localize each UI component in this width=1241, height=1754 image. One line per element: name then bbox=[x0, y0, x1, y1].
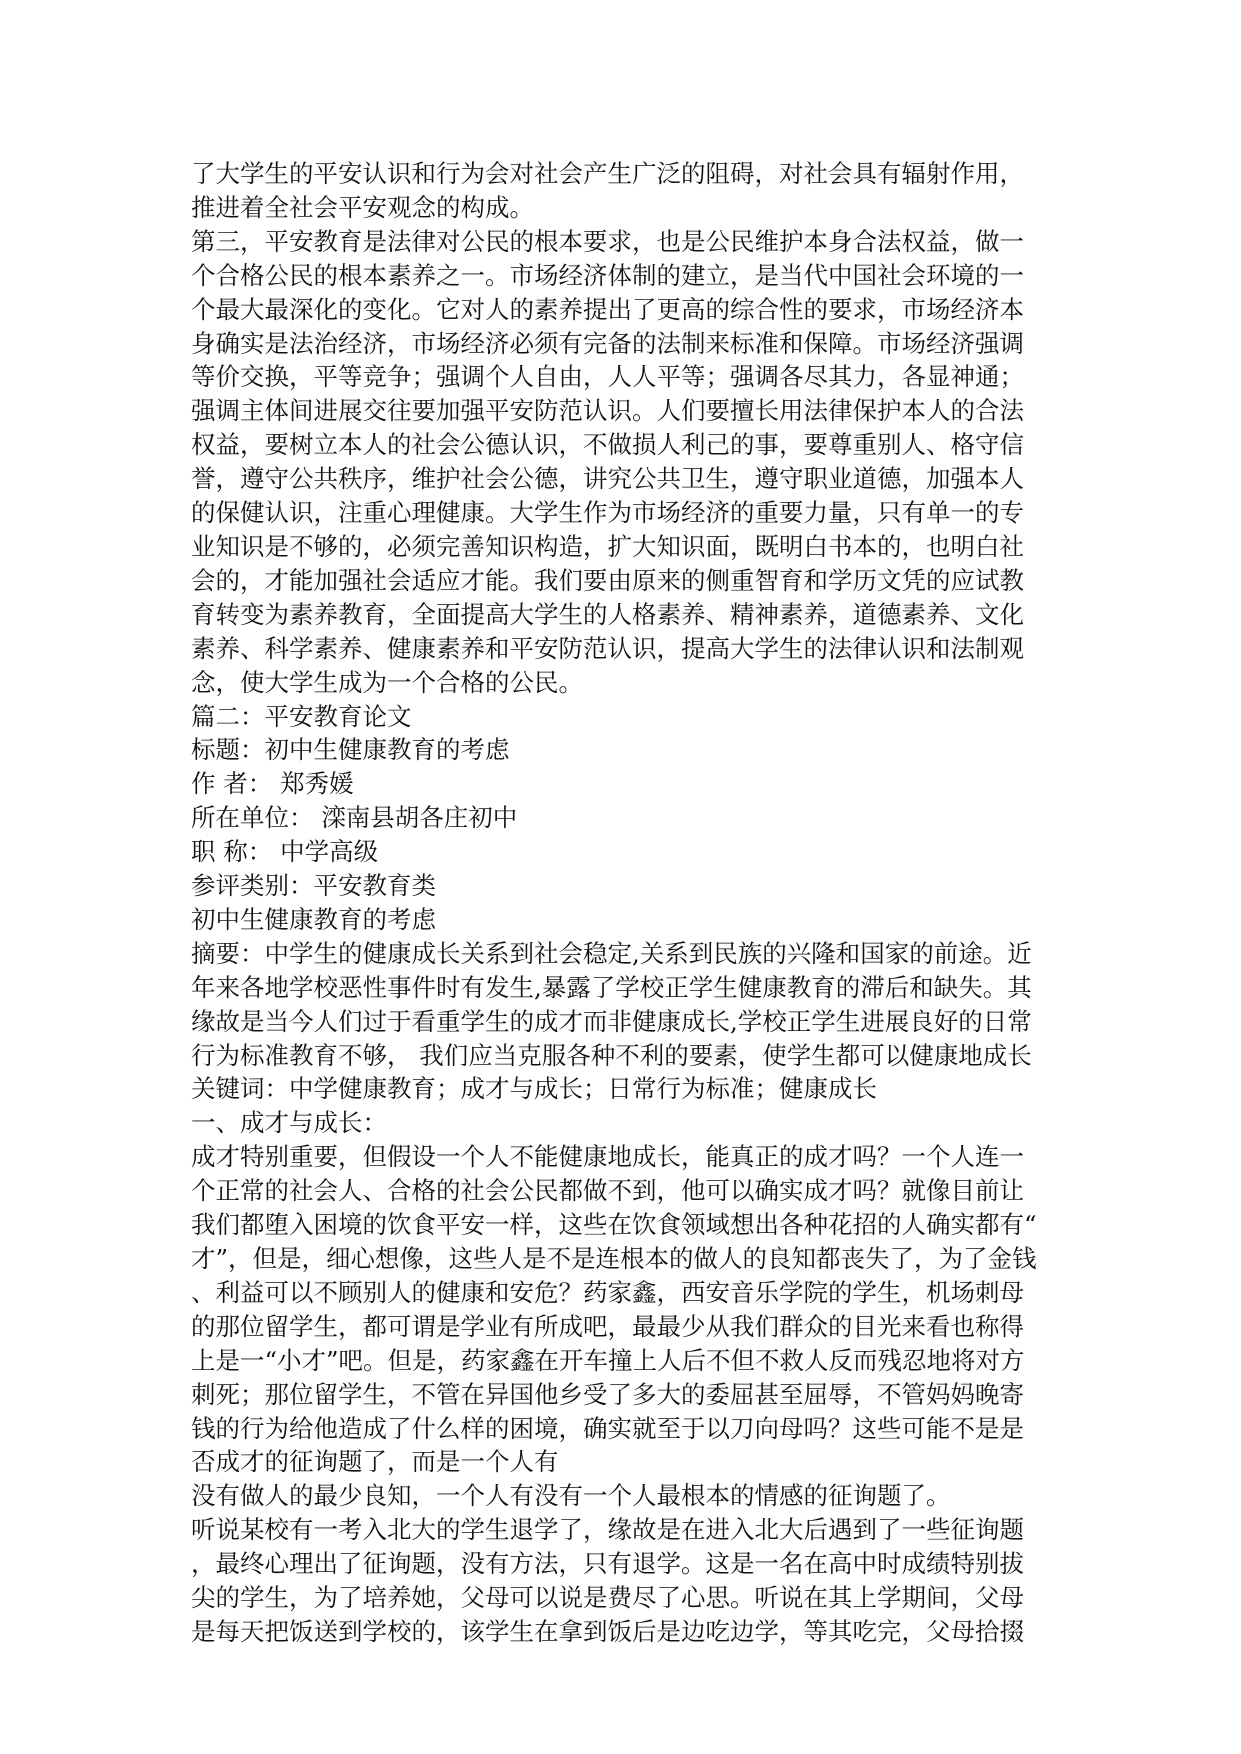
text-line: 参评类别：平安教育类 bbox=[191, 871, 436, 901]
text-line: 行为标准教育不够， 我们应当克服各种不利的要素，使学生都可以健康地成长 bbox=[191, 1040, 1032, 1070]
text-line: 没有做人的最少良知，一个人有没有一个人最根本的情感的征询题了。 bbox=[191, 1481, 951, 1511]
text-line: 个合格公民的根本素养之一。市场经济体制的建立，是当代中国社会环境的一 bbox=[191, 260, 1024, 290]
text-line: 强调主体间进展交往要加强平安防范认识。人们要擅长用法律保护本人的合法 bbox=[191, 396, 1024, 426]
text-line: 推进着全社会平安观念的构成。 bbox=[191, 192, 534, 222]
text-line: 篇二：平安教育论文 bbox=[191, 701, 412, 731]
text-line: 念，使大学生成为一个合格的公民。 bbox=[191, 667, 583, 697]
text-line: 个最大最深化的变化。它对人的素养提出了更高的综合性的要求，市场经济本 bbox=[191, 294, 1024, 324]
text-line: 等价交换，平等竞争；强调个人自由，人人平等；强调各尽其力，各显神通； bbox=[191, 362, 1024, 392]
text-line: 才”，但是，细心想像，这些人是不是连根本的做人的良知都丧失了，为了金钱 bbox=[191, 1244, 1037, 1273]
text-line: 所在单位： 滦南县胡各庄初中 bbox=[191, 803, 518, 833]
text-line: 标题：初中生健康教育的考虑 bbox=[191, 735, 510, 765]
text-line: 权益，要树立本人的社会公德认识，不做损人利己的事，要尊重别人、格守信 bbox=[191, 430, 1024, 460]
text-line: 缘故是当今人们过于看重学生的成才而非健康成长,学校正学生进展良好的日常 bbox=[191, 1006, 1032, 1036]
text-line: 一、成才与成长： bbox=[191, 1108, 387, 1138]
text-line: 作 者： 郑秀媛 bbox=[191, 769, 354, 799]
text-line: 是每天把饭送到学校的，该学生在拿到饭后是边吃边学，等其吃完，父母拾掇 bbox=[191, 1616, 1024, 1646]
text-line: 素养、科学素养、健康素养和平安防范认识，提高大学生的法律认识和法制观 bbox=[191, 633, 1024, 663]
text-line: 刺死；那位留学生，不管在异国他乡受了多大的委屈甚至屈辱，不管妈妈晚寄 bbox=[191, 1379, 1024, 1409]
text-line: 了大学生的平安认识和行为会对社会产生广泛的阻碍，对社会具有辐射作用， bbox=[191, 159, 1024, 188]
text-line: 、利益可以不顾别人的健康和安危？药家鑫，西安音乐学院的学生，机场刺母 bbox=[191, 1277, 1024, 1307]
document-body bbox=[191, 157, 1051, 1649]
text-line: 初中生健康教育的考虑 bbox=[191, 904, 436, 934]
text-line: 年来各地学校恶性事件时有发生,暴露了学校正学生健康教育的滞后和缺失。其 bbox=[191, 972, 1032, 1002]
text-line: ，最终心理出了征询题，没有方法，只有退学。这是一名在高中时成绩特别拔 bbox=[191, 1549, 1024, 1579]
text-line: 个正常的社会人、合格的社会公民都做不到，他可以确实成才吗？就像目前让 bbox=[191, 1176, 1024, 1206]
text-line: 育转变为素养教育，全面提高大学生的人格素养、精神素养，道德素养、文化 bbox=[191, 599, 1024, 629]
text-line: 听说某校有一考入北大的学生退学了，缘故是在进入北大后遇到了一些征询题 bbox=[191, 1515, 1024, 1545]
text-line: 职 称： 中学高级 bbox=[191, 837, 379, 867]
text-line: 成才特别重要，但假设一个人不能健康地成长，能真正的成才吗？一个人连一 bbox=[191, 1142, 1024, 1172]
text-line: 我们都堕入困境的饮食平安一样，这些在饮食领域想出各种花招的人确实都有“ bbox=[191, 1210, 1037, 1240]
text-line: 尖的学生，为了培养她，父母可以说是费尽了心思。听说在其上学期间，父母 bbox=[191, 1583, 1024, 1613]
text-line: 否成才的征询题了，而是一个人有 bbox=[191, 1447, 559, 1477]
text-line: 关键词：中学健康教育；成才与成长；日常行为标准；健康成长 bbox=[191, 1074, 877, 1104]
text-line: 会的，才能加强社会适应才能。我们要由原来的侧重智育和学历文凭的应试教 bbox=[191, 565, 1024, 595]
text-line: 钱的行为给他造成了什么样的困境，确实就至于以刀向母吗？这些可能不是是 bbox=[191, 1413, 1024, 1443]
text-line: 誉，遵守公共秩序，维护社会公德，讲究公共卫生，遵守职业道德，加强本人 bbox=[191, 464, 1024, 494]
text-line: 的那位留学生，都可谓是学业有所成吧，最最少从我们群众的目光来看也称得 bbox=[191, 1311, 1024, 1341]
text-line: 第三，平安教育是法律对公民的根本要求，也是公民维护本身合法权益，做一 bbox=[191, 226, 1024, 256]
text-line: 业知识是不够的，必须完善知识构造，扩大知识面，既明白书本的，也明白社 bbox=[191, 531, 1024, 561]
text-line: 上是一“小才”吧。但是，药家鑫在开车撞上人后不但不救人反而残忍地将对方 bbox=[191, 1345, 1025, 1375]
text-line: 摘要：中学生的健康成长关系到社会稳定,关系到民族的兴隆和国家的前途。近 bbox=[191, 938, 1032, 968]
text-line: 的保健认识，注重心理健康。大学生作为市场经济的重要力量，只有单一的专 bbox=[191, 498, 1024, 528]
text-line: 身确实是法治经济，市场经济必须有完备的法制来标准和保障。市场经济强调 bbox=[191, 328, 1024, 358]
